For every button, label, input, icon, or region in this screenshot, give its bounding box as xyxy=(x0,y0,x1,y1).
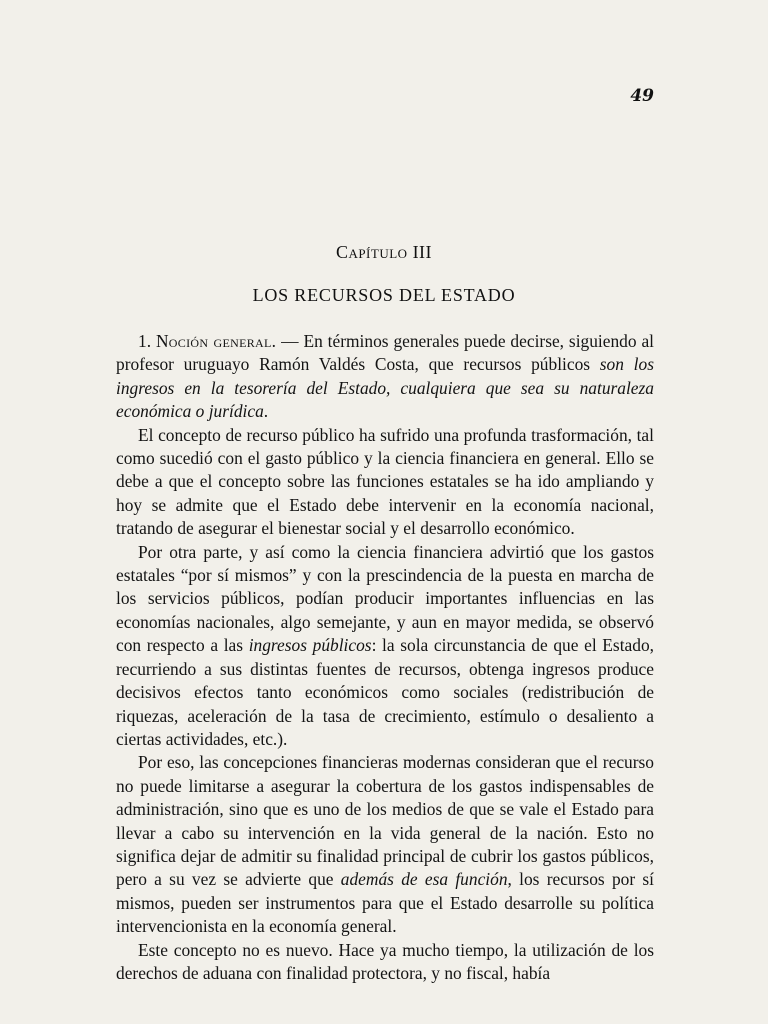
paragraph xyxy=(116,330,654,424)
text-run: — En términos generales puede decirse, siguiendo al profesor uruguayo Ramón Valdés Costa, que recursos públicos xyxy=(116,331,655,375)
chapter-numeral: III xyxy=(412,242,433,262)
text-run: : la sola circunstancia de que el Estado, recurriendo a sus distintas fuentes de recursos, obtenga ingresos produce decisivos efectos tanto económicos como sociales (redistribución de riquezas, aceleración de la tasa de crecimiento, estímulo o desaliento a ciertas actividades, etc.). xyxy=(116,635,654,749)
italic-definition: son los ingresos en la tesorería del Estado, cualquiera que sea su naturaleza económica o jurídica xyxy=(116,354,654,422)
chapter-heading xyxy=(0,242,768,263)
text-run: . xyxy=(263,401,269,422)
page-number: 49 xyxy=(630,86,654,106)
chapter-title: LOS RECURSOS DEL ESTADO xyxy=(252,285,516,305)
text-run: , los recursos por sí mismos, pueden ser instrumentos para que el Estado desarrolle su política intervencionista en la economía general. xyxy=(116,869,655,937)
body-text xyxy=(116,330,654,985)
text-run: Por eso, las concepciones financieras modernas consideran que el recurso no puede limitarse a asegurar la cobertura de los gastos indispensables de administración, sino que es uno de los medios de que se vale el Estado para llevar a cabo su intervención en la vida general de la nación. Esto no significa dejar de admitir su finalidad principal de cubrir los gastos públicos, pero a su vez se advierte que xyxy=(116,752,654,890)
text-run: El concepto de recurso público ha sufrido una profunda trasformación, tal como sucedió con el gasto público y la ciencia financiera en general. Ello se debe a que el concepto sobre las funciones estatales se ha ido ampliando y hoy se admite que el Estado debe intervenir en la economía nacional, tratando de asegurar el bienestar social y el desarrollo económico. xyxy=(116,424,654,539)
italic-term: además de esa función xyxy=(340,869,508,890)
text-run: Por otra parte, y así como la ciencia financiera advirtió que los gastos estatales “por sí mismos” y con la prescindencia de la puesta en marcha de los servicios públicos, podían producir importantes influencias en las economías nacionales, algo semejante, y aun en mayor medida, se observó con respecto a las xyxy=(116,541,654,656)
paragraph xyxy=(116,751,654,938)
chapter-label: Capítulo xyxy=(335,242,408,262)
text-run: Este concepto no es nuevo. Hace ya mucho tiempo, la utilización de los derechos de aduana con finalidad protectora, y no fiscal, había xyxy=(116,939,654,983)
paragraph xyxy=(116,424,654,541)
section-heading: Noción general. xyxy=(155,331,277,351)
text-run: 1. xyxy=(138,331,156,351)
paragraph xyxy=(116,541,654,752)
paragraph xyxy=(116,939,654,986)
italic-term: ingresos públicos xyxy=(248,635,372,656)
